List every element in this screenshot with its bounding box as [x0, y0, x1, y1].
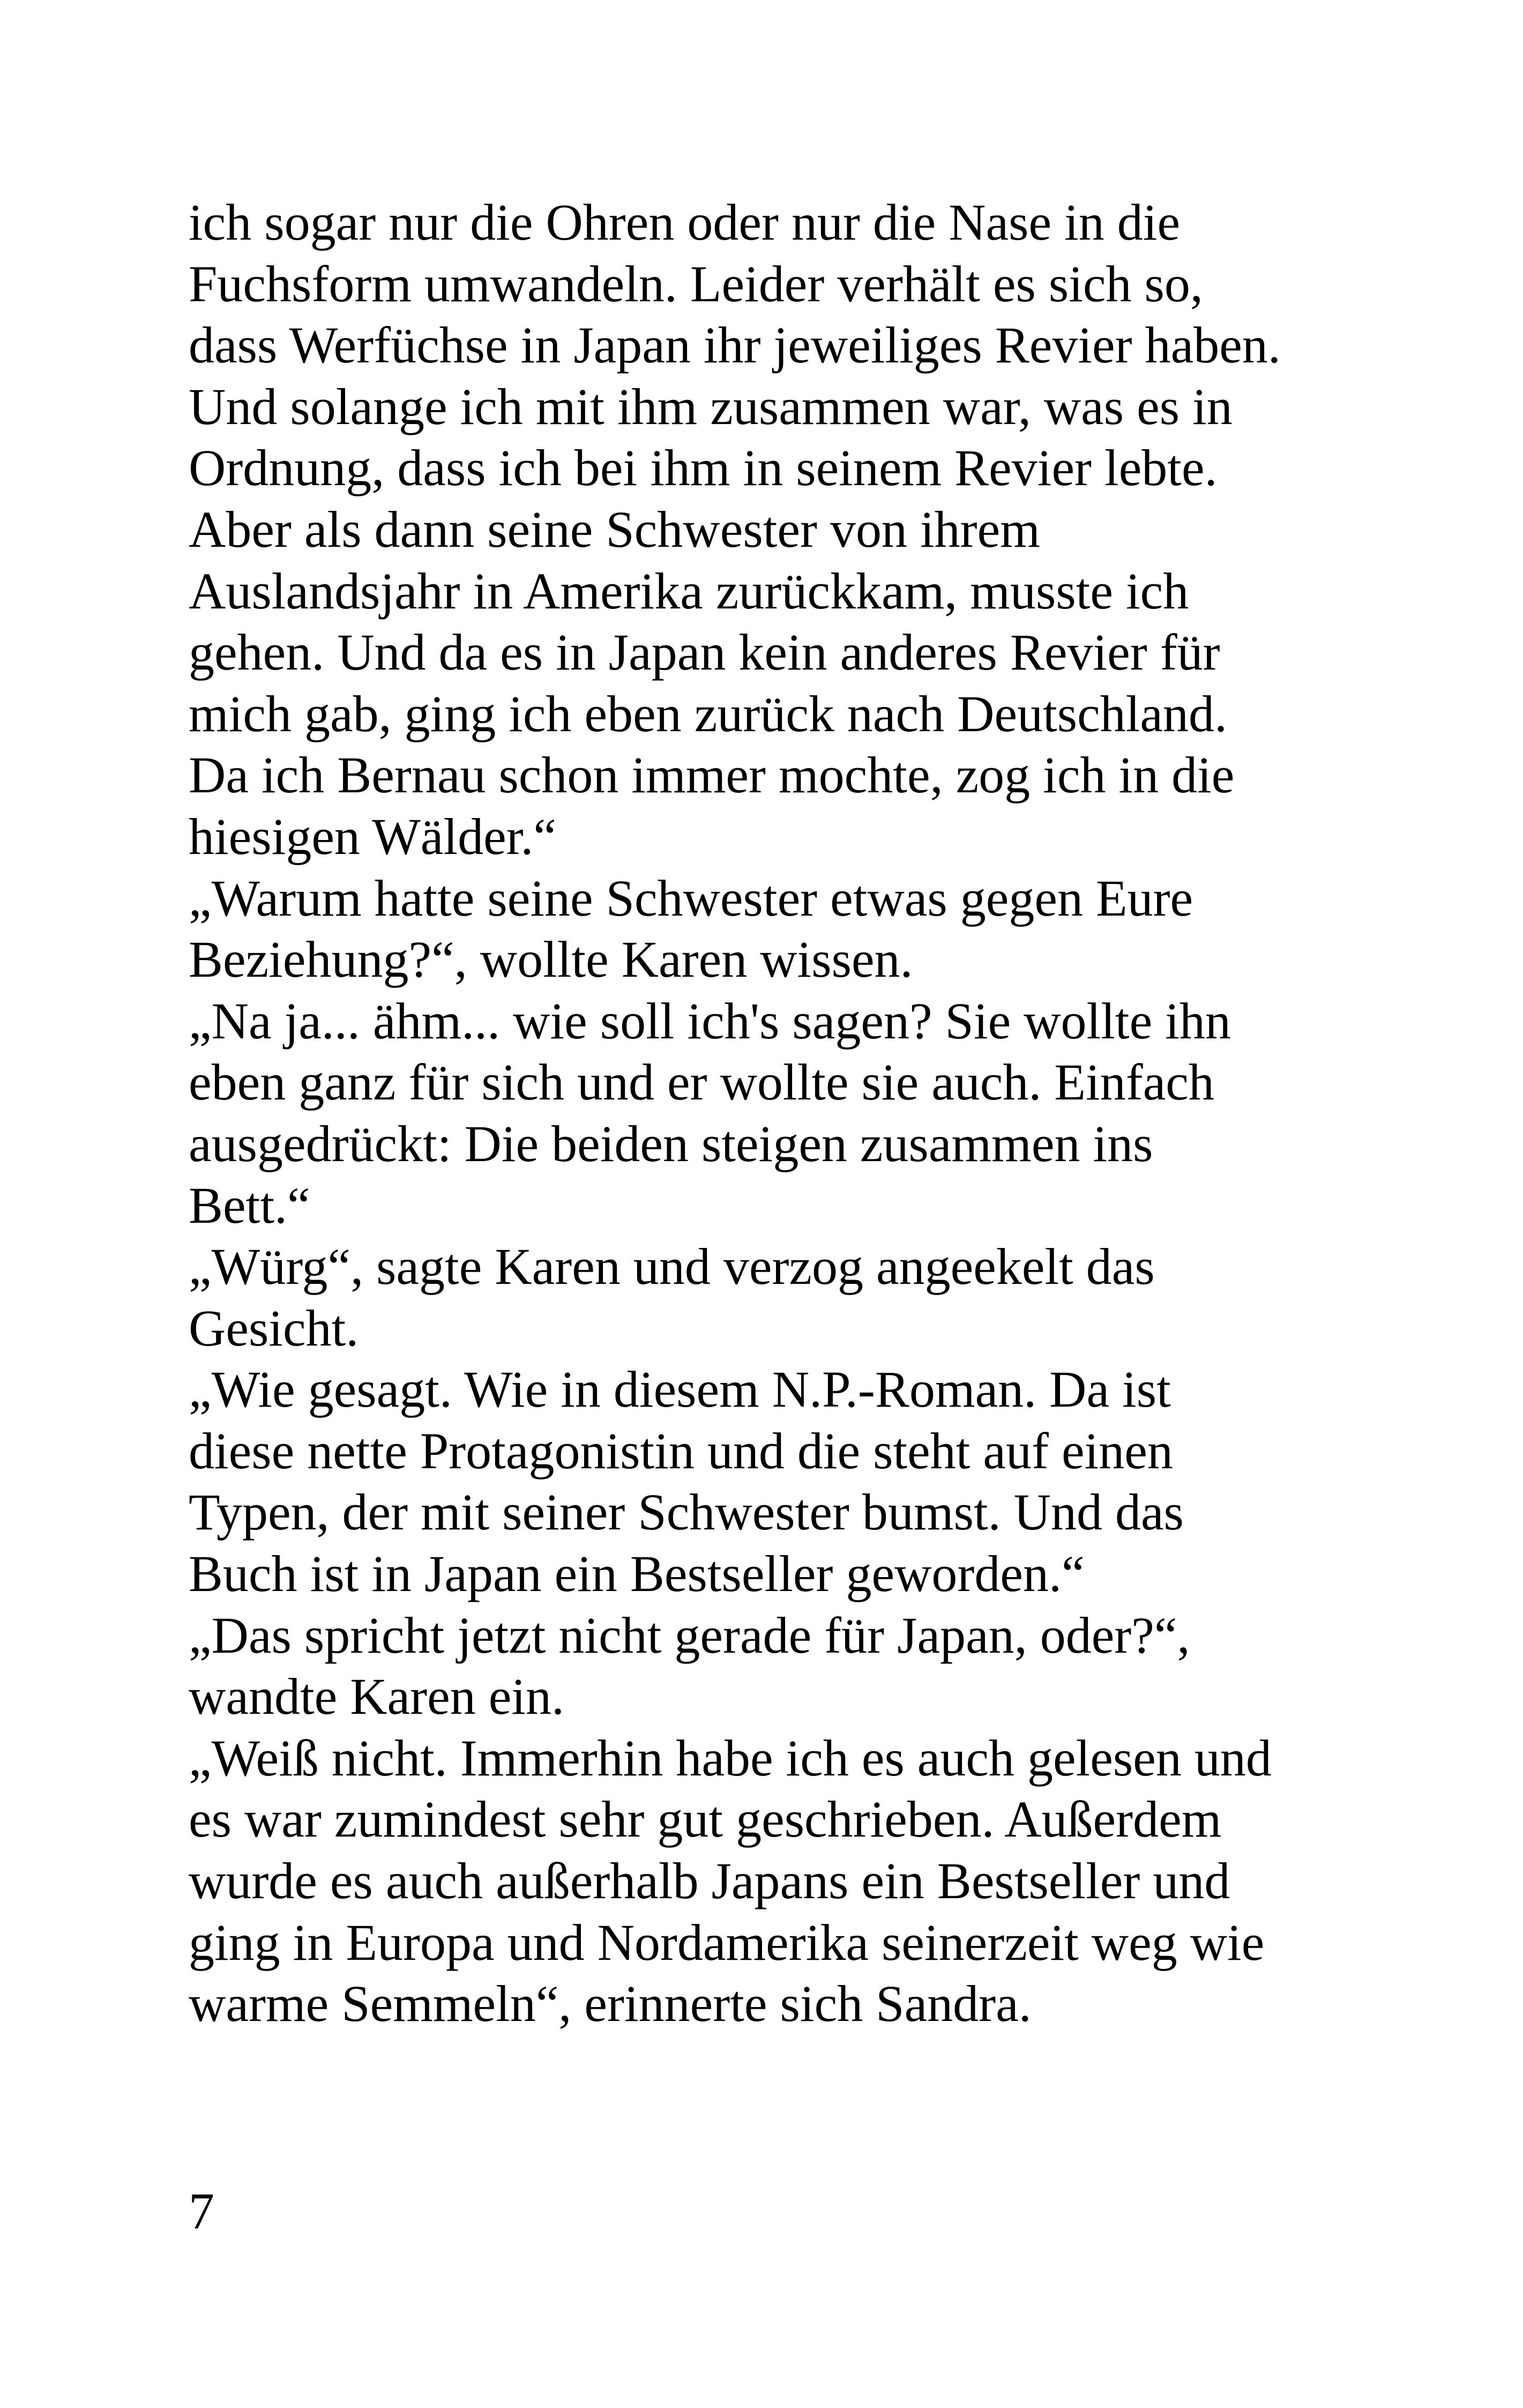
text-line: mich gab, ging ich eben zurück nach Deutschland. [189, 685, 1227, 742]
text-line: „Warum hatte seine Schwester etwas gegen Eure [189, 869, 1193, 927]
text-line: „Wie gesagt. Wie in diesem N.P.-Roman. Da ist [189, 1361, 1171, 1418]
text-line: Fuchsform umwandeln. Leider verhält es sich so, [189, 255, 1203, 313]
text-line: Gesicht. [189, 1299, 359, 1357]
text-line: „Das spricht jetzt nicht gerade für Japan, oder?“, [189, 1606, 1190, 1664]
text-line: diese nette Protagonistin und die steht auf einen [189, 1422, 1173, 1480]
text-line: „Na ja... ähm... wie soll ich's sagen? Sie wollte ihn [189, 992, 1231, 1050]
text-line: hiesigen Wälder.“ [189, 807, 556, 865]
text-line: eben ganz für sich und er wollte sie auch. Einfach [189, 1053, 1214, 1111]
text-line: warme Semmeln“, erinnerte sich Sandra. [189, 1975, 1032, 2033]
text-line: Beziehung?“, wollte Karen wissen. [189, 931, 913, 989]
text-line: ging in Europa und Nordamerika seinerzeit weg wie [189, 1913, 1265, 1971]
text-line: Bett.“ [189, 1176, 310, 1234]
text-line: Und solange ich mit ihm zusammen war, was es in [189, 377, 1233, 435]
text-line: Da ich Bernau schon immer mochte, zog ich in die [189, 746, 1235, 804]
page-number: 7 [189, 2182, 214, 2240]
text-line: wurde es auch außerhalb Japans ein Bestseller und [189, 1852, 1230, 1910]
text-line: „Weiß nicht. Immerhin habe ich es auch gelesen und [189, 1729, 1272, 1787]
text-line: es war zumindest sehr gut geschrieben. Außerdem [189, 1790, 1222, 1848]
text-line: wandte Karen ein. [189, 1668, 565, 1726]
text-line: Buch ist in Japan ein Bestseller geworden.“ [189, 1545, 1085, 1603]
text-line: dass Werfüchse in Japan ihr jeweiliges Revier haben. [189, 316, 1281, 374]
text-line: Auslandsjahr in Amerika zurückkam, musste ich [189, 562, 1189, 620]
body-text [189, 192, 1368, 2035]
text-line: ich sogar nur die Ohren oder nur die Nase in die [189, 194, 1181, 251]
text-line: gehen. Und da es in Japan kein anderes Revier für [189, 623, 1220, 681]
text-line: ausgedrückt: Die beiden steigen zusammen ins [189, 1114, 1153, 1172]
text-line: Aber als dann seine Schwester von ihrem [189, 500, 1040, 558]
text-line: „Würg“, sagte Karen und verzog angeekelt das [189, 1238, 1155, 1296]
text-line: Ordnung, dass ich bei ihm in seinem Revier lebte. [189, 439, 1218, 497]
text-line: Typen, der mit seiner Schwester bumst. Und das [189, 1483, 1184, 1541]
